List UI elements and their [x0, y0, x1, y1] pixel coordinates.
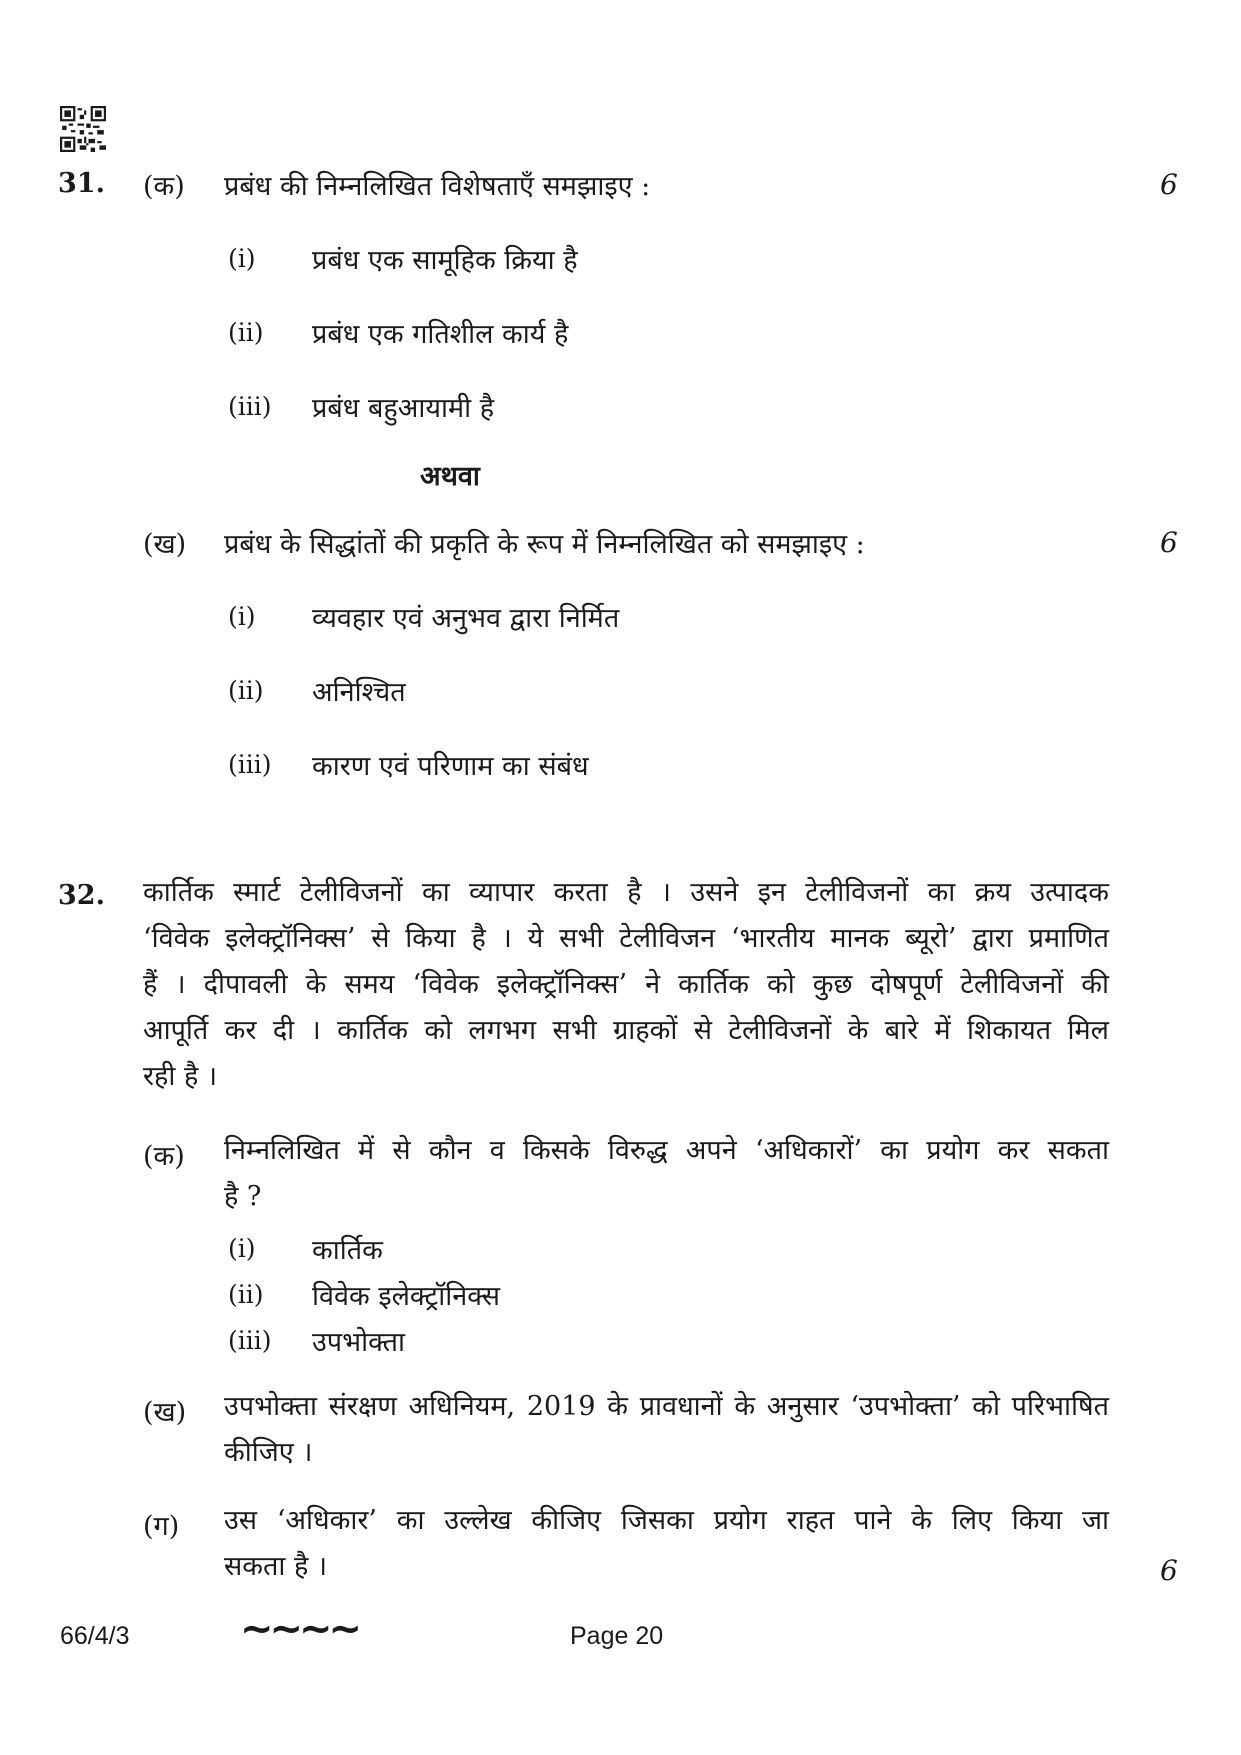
item-text: प्रबंध बहुआयामी है — [312, 393, 495, 424]
page-number: Page 20 — [570, 1622, 664, 1650]
part-label: (क) — [143, 171, 185, 202]
paragraph-line: आपूर्ति कर दी । कार्तिक को लगभग सभी ग्राहकों से टेलीविजनों के बारे में शिकायत मिल — [143, 1015, 1109, 1046]
item-number: (ii) — [228, 676, 264, 705]
question-number: 31. — [58, 168, 105, 199]
marks: 6 — [1160, 168, 1178, 201]
item-number: (i) — [228, 1234, 256, 1263]
item-number: (iii) — [228, 1326, 272, 1355]
question-line: है ? — [224, 1181, 262, 1212]
item-text: कारण एवं परिणाम का संबंध — [312, 751, 589, 782]
question-line: सकता है । — [224, 1551, 328, 1582]
part-label: (ग) — [143, 1511, 180, 1542]
paragraph-line: कार्तिक स्मार्ट टेलीविजनों का व्यापार करता है । उसने इन टेलीविजनों का क्रय उत्पादक — [143, 877, 1109, 908]
item-text: विवेक इलेक्ट्रॉनिक्स — [312, 1281, 500, 1312]
item-number: (i) — [228, 244, 256, 273]
paragraph-line: रही है । — [143, 1061, 218, 1092]
question-text — [224, 1128, 1109, 1220]
item-text: व्यवहार एवं अनुभव द्वारा निर्मित — [312, 603, 620, 634]
item-number: (ii) — [228, 318, 264, 347]
question-text — [224, 1384, 1109, 1476]
item-number: (iii) — [228, 750, 272, 779]
paragraph-line: ‘विवेक इलेक्ट्रॉनिक्स’ से किया है । ये सभी टेलीविजन ‘भारतीय मानक ब्यूरो’ द्वारा प्रमाणित — [143, 923, 1109, 954]
question-line: निम्नलिखित में से कौन व किसके विरुद्ध अपने ‘अधिकारों’ का प्रयोग कर सकता — [224, 1135, 1109, 1166]
item-text: उपभोक्ता — [312, 1327, 405, 1358]
question-line: उपभोक्ता संरक्षण अधिनियम, 2019 के प्रावधानों के अनुसार ‘उपभोक्ता’ को परिभाषित — [224, 1391, 1109, 1422]
paper-code: 66/4/3 — [60, 1622, 130, 1650]
part-label: (ख) — [143, 529, 187, 560]
item-number: (i) — [228, 602, 256, 631]
wave-mark: ~~~~ — [240, 1606, 359, 1652]
question-paragraph — [143, 870, 1109, 1100]
item-text: अनिश्चित — [312, 677, 406, 708]
item-text: प्रबंध एक सामूहिक क्रिया है — [312, 245, 578, 276]
marks: 6 — [1160, 1554, 1178, 1587]
item-number: (iii) — [228, 392, 272, 421]
paragraph-line: हैं । दीपावली के समय ‘विवेक इलेक्ट्रॉनिक्स’ ने कार्तिक को कुछ दोषपूर्ण टेलीविजनों की — [143, 969, 1109, 1000]
qr-code — [60, 106, 106, 152]
question-line: उस ‘अधिकार’ का उल्लेख कीजिए जिसका प्रयोग राहत पाने के लिए किया जा — [224, 1505, 1109, 1536]
question-number: 32. — [58, 880, 105, 911]
part-label: (ख) — [143, 1397, 187, 1428]
item-text: कार्तिक — [312, 1235, 383, 1266]
item-text: प्रबंध एक गतिशील कार्य है — [312, 319, 569, 350]
or-separator: अथवा — [420, 461, 480, 492]
marks: 6 — [1160, 526, 1178, 559]
item-number: (ii) — [228, 1280, 264, 1309]
question-text: प्रबंध के सिद्धांतों की प्रकृति के रूप में निम्नलिखित को समझाइए : — [224, 529, 865, 560]
part-label: (क) — [143, 1141, 185, 1172]
question-line: कीजिए । — [224, 1437, 313, 1468]
question-text — [224, 1498, 1109, 1590]
question-text: प्रबंध की निम्नलिखित विशेषताएँ समझाइए : — [224, 171, 651, 202]
